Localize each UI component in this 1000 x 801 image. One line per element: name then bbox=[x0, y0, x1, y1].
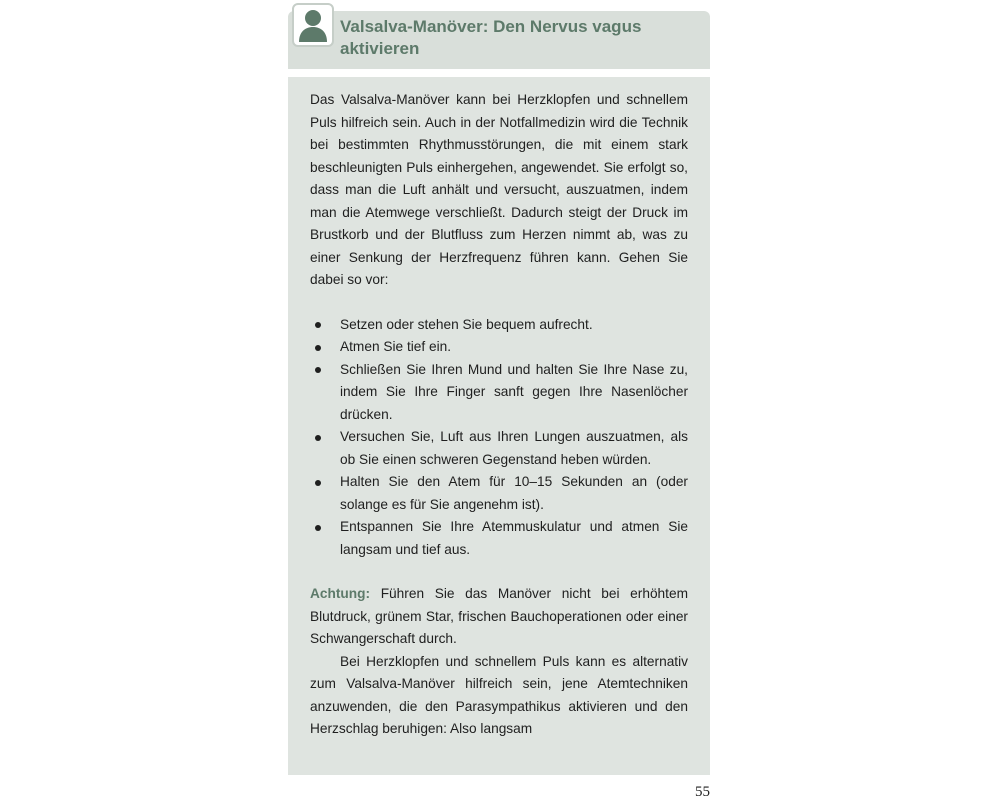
list-item: Schließen Sie Ihren Mund und halten Sie Ihre Nase zu, indem Sie Ihre Finger sanft gegen Ihre Nasenlöcher drücken. bbox=[310, 359, 688, 427]
closing-paragraph: Bei Herzklopfen und schnellem Puls kann es alternativ zum Valsalva-Manöver hilfreich sein, jene Atemtechniken anzuwenden, die den Parasympathikus aktivieren und den Herzschlag beruhigen: Also langsam bbox=[310, 653, 688, 736]
list-item: Atmen Sie tief ein. bbox=[310, 336, 688, 359]
intro-paragraph: Das Valsalva-Manöver kann bei Herzklopfen und schnellem Puls hilfreich sein. Auch in der Notfallmedizin wird die Technik bei bestimmten Rhythmusstörungen, die mit einem stark beschleunigten Puls einhergehen, angewendet. Sie erfolgt so, dass man die Luft anhält und versucht, auszuatmen, indem man die Atemwege verschließt. Dadurch steigt der Druck im Brustkorb und der Blutfluss zum Herzen nimmt ab, was zu einer Senkung der Herzfrequenz führen kann. Gehen Sie dabei so vor: bbox=[310, 92, 688, 287]
list-item: Halten Sie den Atem für 10–15 Sekunden an (oder solange es für Sie angenehm ist). bbox=[310, 471, 688, 516]
box-title: Valsalva-Manöver: Den Nervus vagus aktivieren bbox=[340, 17, 642, 58]
page-number: 55 bbox=[695, 784, 710, 800]
steps-list bbox=[310, 314, 688, 562]
list-item: Setzen oder stehen Sie bequem aufrecht. bbox=[310, 314, 688, 337]
avatar bbox=[292, 3, 334, 47]
list-item: Entspannen Sie Ihre Atemmuskulatur und atmen Sie langsam und tief aus. bbox=[310, 516, 688, 561]
content-panel bbox=[288, 77, 710, 775]
warning-paragraph bbox=[310, 583, 688, 651]
content-body bbox=[310, 89, 688, 741]
person-icon bbox=[298, 8, 328, 42]
warning-label: Achtung: bbox=[310, 586, 371, 601]
list-item: Versuchen Sie, Luft aus Ihren Lungen auszuatmen, als ob Sie einen schweren Gegenstand heben würden. bbox=[310, 426, 688, 471]
warning-text: Führen Sie das Manöver nicht bei erhöhtem Blutdruck, grünem Star, frischen Bauchoperationen oder einer Schwangerschaft durch. bbox=[310, 586, 688, 646]
